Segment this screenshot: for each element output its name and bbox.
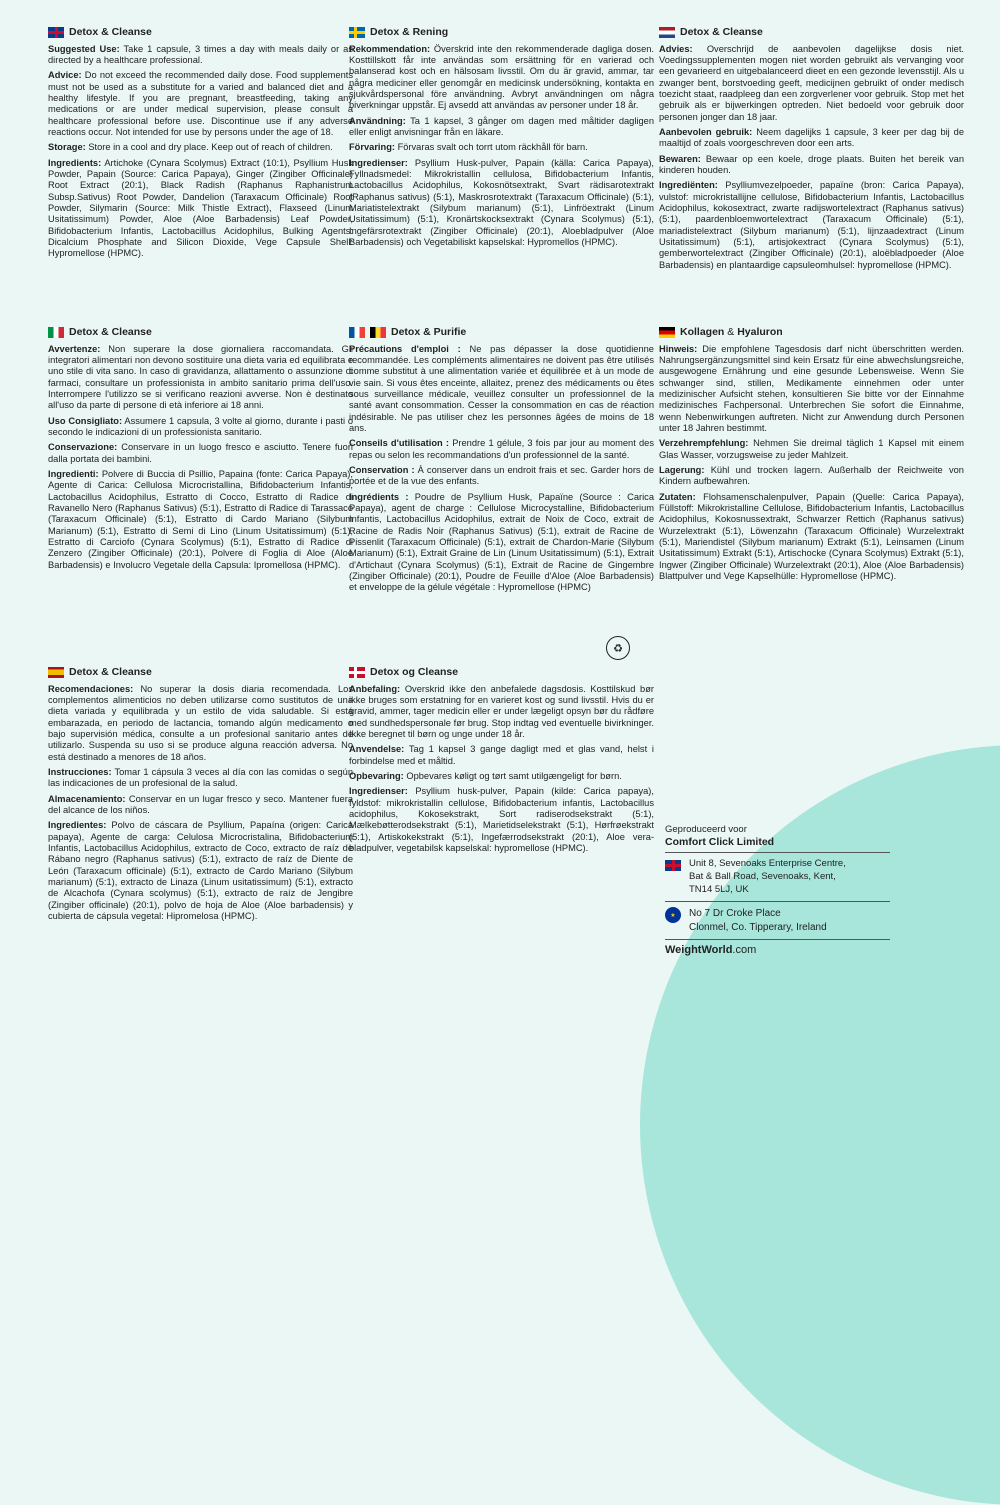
spain-flag-icon bbox=[48, 667, 64, 678]
website: WeightWorld.com bbox=[665, 939, 890, 956]
tidyman-icon: ♻ bbox=[606, 636, 630, 660]
section-title: Detox & Cleanse bbox=[680, 26, 763, 38]
section-title: Detox & Cleanse bbox=[69, 26, 152, 38]
section-it: Detox & Cleanse Avvertenze: Non superare la dose giornaliera raccomandata. Gli integratori alimentari non devono sostituire una dieta varia ed equilibrata e uno stile di vita sano. In caso di gravidanza, allattamento o assunzione di farmaci, consultare un professionista in ambito sanitario prima dell'uso. Interrompere l'utilizzo se si verificano reazioni avverse. Non è destinato all'uso da parte di persone di età inferiore ai 18 anni. Uso Consigliato: Assumere 1 capsula, 3 volte al giorno, durante i pasti o secondo le indicazioni di un professionista sanitario. Conservazione: Conservare in un luogo fresco e asciutto. Tenere fuori dalla portata dei bambini. Ingredienti: Polvere di Buccia di Psillio, Papaina (fonte: Carica Papaya), Agente di Carica: Cellulosa Microcristallina, Bifidobacterium Infantis, Lactobacillus Acidophilus, Estratto di Cocco, Estratto di Radice di Ravanello Nero (Raphanus Sativus) (5:1), Estratto di Radice di Tarassaco (Taraxacum Officinale) (5:1), Estratto di Cardo Mariano (Silybum Marianum) (5:1), Estratto di Semi di Lino (Linum Usitatissimum) (5:1), Estratto di Carciofo (Cynara Scolymus) (5:1), Estratto di Radice di Zenzero (Zingiber Officinale) (20:1), Polvere di Foglia di Aloe (Aloe Barbadensis) e Involucro Vegetale della Capsula: Ipromellosa (HPMC). bbox=[48, 326, 353, 570]
eu-address-row: ★ No 7 Dr Croke Place Clonmel, Co. Tipperary, Ireland bbox=[665, 901, 890, 939]
section-title: Detox & Cleanse bbox=[69, 666, 152, 678]
belgium-flag-icon bbox=[370, 327, 386, 338]
netherlands-flag-icon bbox=[659, 27, 675, 38]
italy-flag-icon bbox=[48, 327, 64, 338]
section-de: Kollagen & Hyaluron Hinweis: Die empfohlene Tagesdosis darf nicht überschritten werden. Nahrungsergänzungsmittel sind kein Ersatz für eine abwechslungsreiche, ausgewogene Ernährung und eine gesunde Lebensweise. Wenn Sie schwanger sind, stillen, Medikamente einnehmen oder unter medizinischer Aufsicht stehen, konsultieren Sie bitte vor der Einnahme medizinisches Fachpersonal. Unterbrechen Sie sofort die Einnahme, wenn Nebenwirkungen auftreten. Nicht zur Anwendung durch Personen unter 18 Jahren bestimmt. Verzehrempfehlung: Nehmen Sie dreimal täglich 1 Kapsel mit einem Glas Wasser, vorzugsweise zu jeder Mahlzeit. Lagerung: Kühl und trocken lagern. Außerhalb der Reichweite von Kindern aufbewahren. Zutaten: Flohsamenschalenpulver, Papain (Quelle: Carica Papaya), Füllstoff: Mikrokristalline Cellulose, Bifidobacterium Infantis, Lactobacillus Acidophilus, Kokosnussextrakt, Schwarzer Rettich (Raphanus sativus) Wurzelextrakt (5:1), Löwenzahn (Taraxacum Officinale) Wurzelextrakt (5:1), Mariendistel (Silybum marianum) Extrakt (5:1), Leinsamen (Linum Usitatissimum) Extrakt (5:1), Artischocke (Cynara Scolymus) Extrakt (5:1), Ingwer (Zingiber Officinale) Wurzelextrakt (20:1), Aloe (Aloe Barbadensis) Blattpulver und Vege Kapselhülle: Hypromellose (HPMC). bbox=[659, 326, 964, 582]
produced-for-label: Geproduceerd voor bbox=[665, 824, 747, 835]
section-title: Detox & Purifie bbox=[391, 326, 467, 338]
section-se: Detox & Rening Rekommendation: Överskrid inte den rekommenderade dagliga dosen. Kosttillskott får inte användas som ersättning för en varierad och balanserad kost och en hälsosam livsstil. Om du är gravid, ammar, tar några mediciner eller genomgår en medicinsk undersökning, kontakta en sjukvårdspersonal före användning. Avbryt användningen om några biverkningar uppstår. Ej avsedd att användas av personer under 18 år. Användning: Ta 1 kapsel, 3 gånger om dagen med måltider dagligen eller enligt anvisningar från en läkare. Förvaring: Förvaras svalt och torrt utom räckhåll för barn. Ingredienser: Psyllium Husk-pulver, Papain (källa: Carica Papaya), Fyllnadsmedel: Mikrokristallin cellulosa, Bifidobacterium Infantis, Lactobacillus Acidophilus, Kokosnötsextrakt, Svart rädisarotextrakt (Raphanus sativus) (5:1), Maskrosrotextrakt (Taraxacum Officinale) (5:1), Mariatistelextrakt (Silybum marianum) (5:1), Linfröextrakt (Linum Usitatissimum) (5:1), Kronärtskocksextrakt (Cynara Scolymus) (5:1), Ingefärsrotextrakt (Zingiber Officinale) (20:1), Aloebladpulver (Aloe Barbadensis) och Vegetabiliskt kapselskal: Hypromellos (HPMC). bbox=[349, 26, 654, 248]
uk-flag-icon bbox=[665, 860, 681, 871]
section-title: Detox og Cleanse bbox=[370, 666, 459, 678]
section-title: Detox & Cleanse bbox=[69, 326, 152, 338]
eu-flag-icon: ★ bbox=[665, 907, 681, 923]
section-uk: Detox & Cleanse Suggested Use: Take 1 capsule, 3 times a day with meals daily or as directed by a healthcare professional. Advice: Do not exceed the recommended daily dose. Food supplements must not be used as a substitute for a varied and balanced diet and a healthy lifestyle. If you are pregnant, breastfeeding, taking any medications or are under medical supervision, please consult a healthcare professional before use. Discontinue use if any adverse reactions occur. Not intended for use by persons under the age of 18. Storage: Store in a cool and dry place. Keep out of reach of children. Ingredients: Artichoke (Cynara Scolymus) Extract (10:1), Psyllium Husk Powder, Papain (Source: Carica Papaya), Ginger (Zingiber Officinale) Root Extract (20:1), Black Radish (Raphanus Raphanistrum Subsp.Sativus) Root Powder, Dandelion (Taraxacum Officinale) Root Powder, Silymarin (Source: Milk Thistle Extract), Flaxseed (Linum Usitatissimum) Powder, Aloe (Aloe Barbadensis) Leaf Powder, Bifidobacterium Infantis, Lactobacillus Acidophilus, Bulking Agents: Dicalcium Phosphate and Silicon Dioxide, Vege Capsule Shell: Hypromellose (HPMC). bbox=[48, 26, 353, 259]
manufacturer-block bbox=[665, 824, 890, 956]
germany-flag-icon bbox=[659, 327, 675, 338]
uk-address-row: Unit 8, Sevenoaks Enterprise Centre, Bat & Ball Road, Sevenoaks, Kent, TN14 5LJ, UK bbox=[665, 852, 890, 901]
section-es: Detox & Cleanse Recomendaciones: No superar la dosis diaria recomendada. Los complementos alimenticios no deben utilizarse como sustitutos de una dieta variada y equilibrada y un estilo de vida saludable. Si está embarazada, en periodo de lactancia, tomando algún medicamento o bajo supervisión médica, consulte a un profesional sanitario antes de utilizarlo. Suspenda su uso si se produce alguna reacción adversa. No está destinado a menores de 18 años. Instrucciones: Tomar 1 cápsula 3 veces al día con las comidas o según las indicaciones de un profesional de la salud. Almacenamiento: Conservar en un lugar fresco y seco. Mantener fuera del alcance de los niños. Ingredientes: Polvo de cáscara de Psyllium, Papaína (origen: Carica papaya), Agente de carga: Celulosa Microcristalina, Bifidobacterium Infantis, Lactobacillus Acidophilus, extracto de Coco, extracto de raíz de Rábano negro (Raphanus sativus) (5:1), extracto de raíz de Diente de León (Taraxacum officinale) (5:1), extracto de Cardo Mariano (Silybum marianum) (5:1), extracto de Linaza (Linum usitatissimum) (5:1), extracto de Alcachofa (Cynara scolymus) (5:1), extracto de raíz de Jengibre (Zingiber officinale) (20:1), polvo de hoja de Aloe (Aloe barbadensis) y cubierta de cápsula vegetal: Hipromelosa (HPMC). bbox=[48, 666, 353, 922]
section-dk: Detox og Cleanse Anbefaling: Overskrid ikke den anbefalede dagsdosis. Kosttilskud bør ikke bruges som erstatning for en varieret kost og sund livsstil. Hvis du er gravid, ammer, tager medicin eller er under lægeligt opsyn bør du rådføre med sundhedspersonale før brug. Stop indtag ved eventuelle bivirkninger. Ikke beregnet til børn og unge under 18 år. Anvendelse: Tag 1 kapsel 3 gange dagligt med et glas vand, helst i forbindelse med et måltid. Opbevaring: Opbevares køligt og tørt samt utilgængeligt for børn. Ingredienser: Psyllium husk-pulver, Papain (kilde: Carica papaya), fyldstof: mikrokristallin cellulose, Bifidobacterium infantis, Lactobacillus acidophilus, Kokosekstrakt, Sort radiserodsekstrakt (5:1), Mælkebøtterodsekstrakt (5:1), Marietidselekstrakt (5:1), Hørfrøekstrakt (5:1), Artiskokekstrakt (5:1), Ingefærrodsekstrakt (20:1), Aloe vera-bladpulver, vegetabilsk kapselskal: hypromellose (HPMC). bbox=[349, 666, 654, 854]
section-nl: Detox & Cleanse Advies: Overschrijd de aanbevolen dagelijkse dosis niet. Voedingssupplementen mogen niet worden gebruikt als vervanging voor een gevarieerd en uitgebalanceerd dieet en een gezonde levensstijl. Als u zwanger bent, borstvoeding geeft, medicijnen gebruikt of onder medisch toezicht staat, raadpleeg dan een zorgverlener voor gebruik. Stop met het gebruik als er bijwerkingen optreden. Niet bedoeld voor gebruik door personen jonger dan 18 jaar. Aanbevolen gebruik: Neem dagelijks 1 capsule, 3 keer per dag bij de maaltijd of zoals voorgeschreven door een arts. Bewaren: Bewaar op een koele, droge plaats. Buiten het bereik van kinderen houden. Ingrediënten: Psylliumvezelpoeder, papaïne (bron: Carica Papaya), vulstof: microkristallijne cellulose, Bifidobacterium Infantis, Lactobacillus Acidophilus, kokosextract, zwarte radijswortelextract (Raphanus sativus) (5:1), paardenbloemwortelextract (Taraxacum Officinale) (5:1), mariadistelextract (Silybum marianum) (5:1), lijnzaadextract (Linum Usitatissimum) (5:1), artisjokextract (Cynara Scolymus) (5:1), gemberwortelextract (Zingiber Officinale) (20:1), aloëbladpoeder (Aloe Barbadensis) en plantaardige capsuleomhulsel: hypromellose (HPMC). bbox=[659, 26, 964, 270]
section-fr: Detox & Purifie Précautions d'emploi : Ne pas dépasser la dose quotidienne recommandée. Les compléments alimentaires ne doivent pas être utilisés comme substitut à une alimentation variée et équilibrée et à un mode de vie sain. Si vous êtes enceinte, allaitez, prenez des médicaments ou êtes sous surveillance médicale, veuillez consulter un professionnel de la santé avant consommation. Cesser la consommation en cas de réaction indésirable. Ne pas utiliser chez les personnes âgées de moins de 18 ans. Conseils d'utilisation : Prendre 1 gélule, 3 fois par jour au moment des repas ou selon les recommandations d'un professionnel de la santé. Conservation : À conserver dans un endroit frais et sec. Garder hors de portée et de la vue des enfants. Ingrédients : Poudre de Psyllium Husk, Papaïne (Source : Carica Papaya), agent de charge : Cellulose Microcystalline, Bifidobacterium Infantis, Lactobacillus Acidophilus, extrait de Noix de Coco, extrait de Racine de Radis Noir (Raphanus Sativus) (5:1), extrait de Racine de Pissenlit (Taraxacum Officinale) (5:1), extrait de Chardon-Marie (Silybum Marianum) (5:1), Extrait Graine de Lin (Linum Usitatissimum) (5:1), Extrait d'Artichaut (Cynara Scolymus) (5:1), Extrait de Racine de Gingembre (Zingiber Officinale) (20:1), Poudre de Feuille d'Aloe (Aloe Barbadensis) et enveloppe de la gélule végétale : Hypromellose (HPMC) bbox=[349, 326, 654, 593]
section-title: Kollagen & Hyaluron bbox=[680, 326, 783, 338]
denmark-flag-icon bbox=[349, 667, 365, 678]
section-title: Detox & Rening bbox=[370, 26, 449, 38]
sweden-flag-icon bbox=[349, 27, 365, 38]
france-flag-icon bbox=[349, 327, 365, 338]
uk-flag-icon bbox=[48, 27, 64, 38]
company-name: Comfort Click Limited bbox=[665, 835, 775, 848]
